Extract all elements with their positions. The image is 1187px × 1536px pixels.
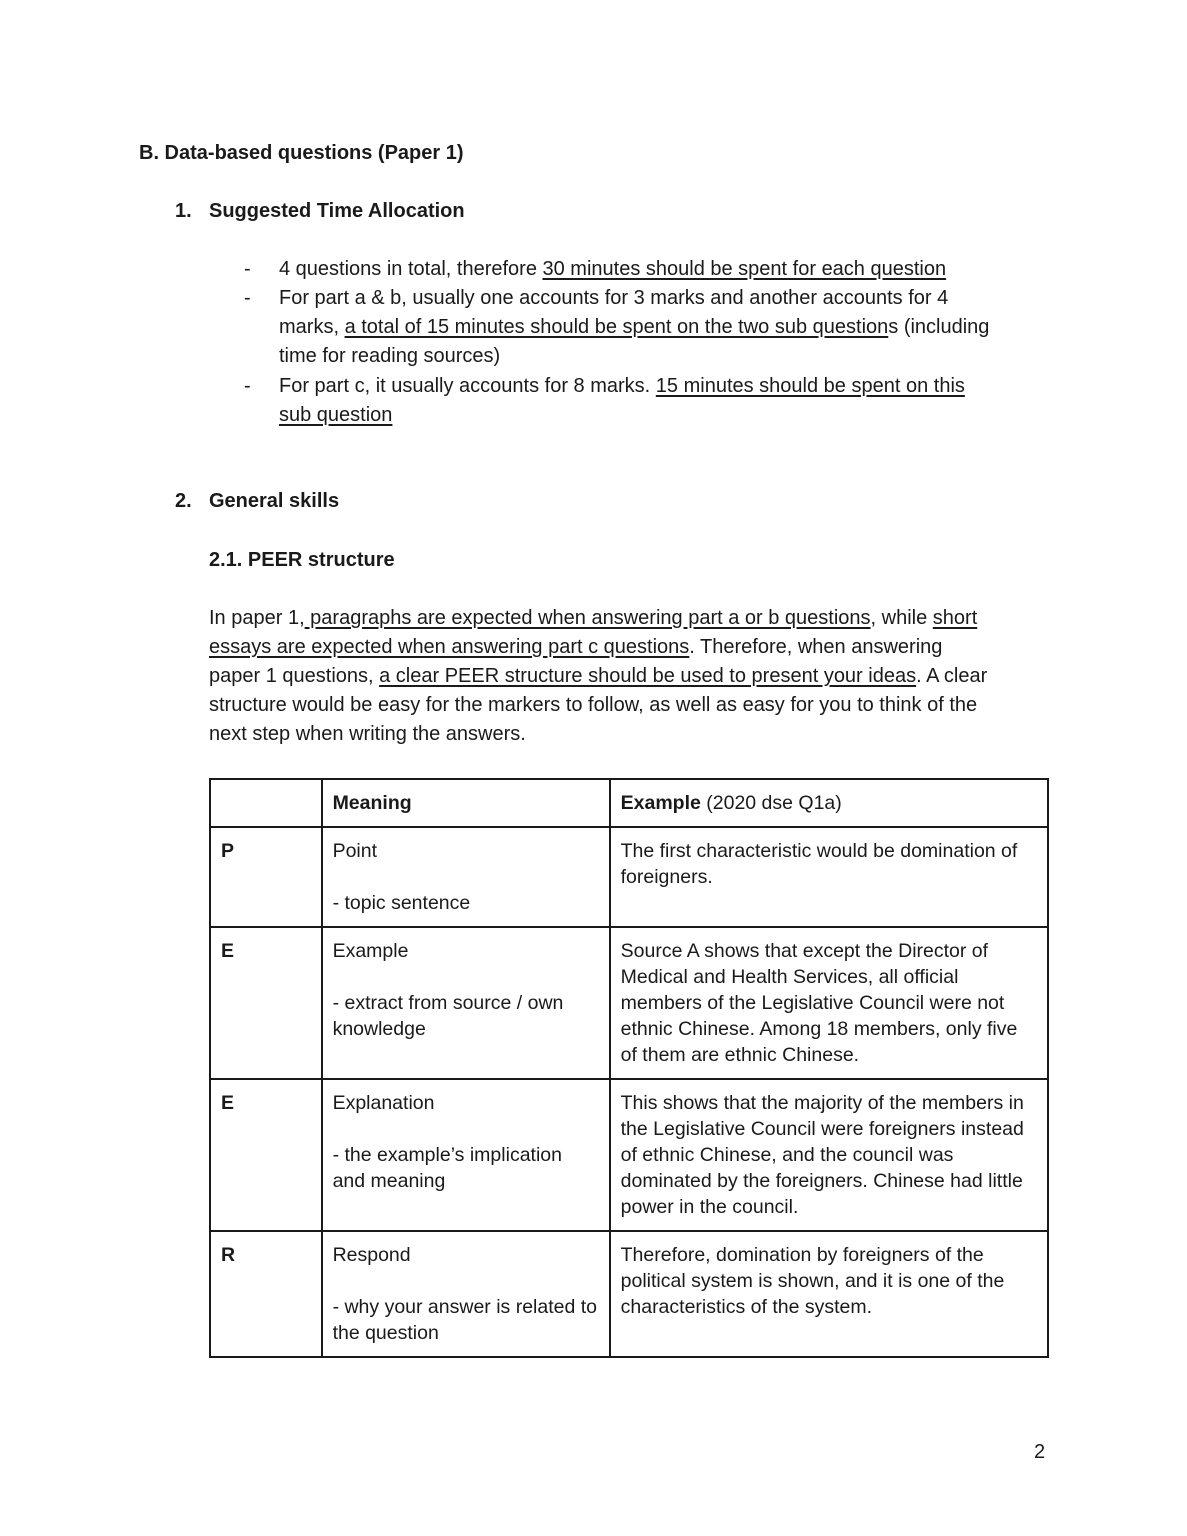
header-example [610,779,1048,827]
table-row [210,1231,1048,1357]
para-underlined: essays are expected when answering part c questions [209,636,690,658]
header-meaning: Meaning [322,779,610,827]
peer-table [209,778,1049,1358]
item2-number: 2. [175,490,192,512]
paragraph-line-1 [209,604,977,633]
para-underlined: a clear PEER structure should be used to present your ideas [379,665,917,687]
bullet-3-text: For part c, it usually accounts for 8 marks. [279,375,656,397]
bullet-2-text-end: s (including [888,316,990,338]
bullet-dash: - [244,258,251,280]
row-example: Therefore, domination by foreigners of the political system is shown, and it is one of the characteristics of the system. [610,1231,1048,1357]
header-example-rest: (2020 dse Q1a) [700,792,842,814]
bullet-3-line1 [279,372,965,401]
item1-number: 1. [175,200,192,222]
paragraph-line-4: structure would be easy for the markers to follow, as well as easy for you to think of the [209,694,978,716]
bullet-dash: - [244,375,251,397]
meaning-title: Respond [332,1244,411,1266]
meaning-title: Explanation [332,1092,435,1114]
row-example: This shows that the majority of the members in the Legislative Council were foreigners instead of ethnic Chinese, and the council was dominated by the foreigners. Chinese had little power in the council. [610,1079,1048,1231]
row-meaning [322,1079,610,1231]
row-meaning [322,1231,610,1357]
para-underlined: short [932,607,978,629]
table-row [210,827,1048,927]
row-letter: E [210,927,322,1079]
subsection-title: 2.1. PEER structure [209,549,395,571]
bullet-dash: - [244,287,251,309]
meaning-sub: - topic sentence [332,892,471,914]
bullet-1-text: 4 questions in total, therefore [279,258,543,280]
para-text: . A clear [916,665,988,687]
bullet-2-line2 [279,313,989,342]
meaning-sub: - why your answer is related to the question [332,1296,598,1344]
header-cell-empty [210,779,322,827]
bullet-1 [279,255,946,284]
bullet-2-text: marks, [279,316,345,338]
bullet-2-underlined: a total of 15 minutes should be spent on the two sub question [344,316,889,338]
para-text: . Therefore, when answering [689,636,943,658]
bullet-2-line3: time for reading sources) [279,345,501,367]
item2-title: General skills [209,490,340,512]
bullet-3-line2: sub question [279,404,393,426]
table-header-row [210,779,1048,827]
row-meaning [322,927,610,1079]
row-letter: E [210,1079,322,1231]
para-underlined: paragraphs are expected when answering part a or b questions [304,607,871,629]
paragraph-line-5: next step when writing the answers. [209,723,526,745]
page-number: 2 [1034,1441,1046,1463]
row-example: The first characteristic would be domination of foreigners. [610,827,1048,927]
bullet-1-underlined: 30 minutes should be spent for each question [542,258,947,280]
bullet-2-line1: For part a & b, usually one accounts for 3 marks and another accounts for 4 [279,287,949,309]
row-example: Source A shows that except the Director of Medical and Health Services, all official members of the Legislative Council were not ethnic Chinese. Among 18 members, only five of them are ethnic Chinese. [610,927,1048,1079]
para-text: , while [870,607,933,629]
row-meaning [322,827,610,927]
header-example-bold: Example [620,792,701,814]
para-text: In paper 1, [209,607,305,629]
table-row [210,1079,1048,1231]
row-letter: P [210,827,322,927]
meaning-title: Point [332,840,378,862]
meaning-sub: - extract from source / own knowledge [332,992,564,1040]
bullet-3-underlined: 15 minutes should be spent on this [655,375,965,397]
paragraph-line-3 [209,662,987,691]
item1-title: Suggested Time Allocation [209,200,465,222]
para-text: paper 1 questions, [209,665,380,687]
section-title: B. Data-based questions (Paper 1) [139,142,464,164]
table-row [210,927,1048,1079]
meaning-sub: - the example’s implication and meaning [332,1144,562,1192]
row-letter: R [210,1231,322,1357]
paragraph-line-2 [209,633,942,662]
meaning-title: Example [332,940,409,962]
